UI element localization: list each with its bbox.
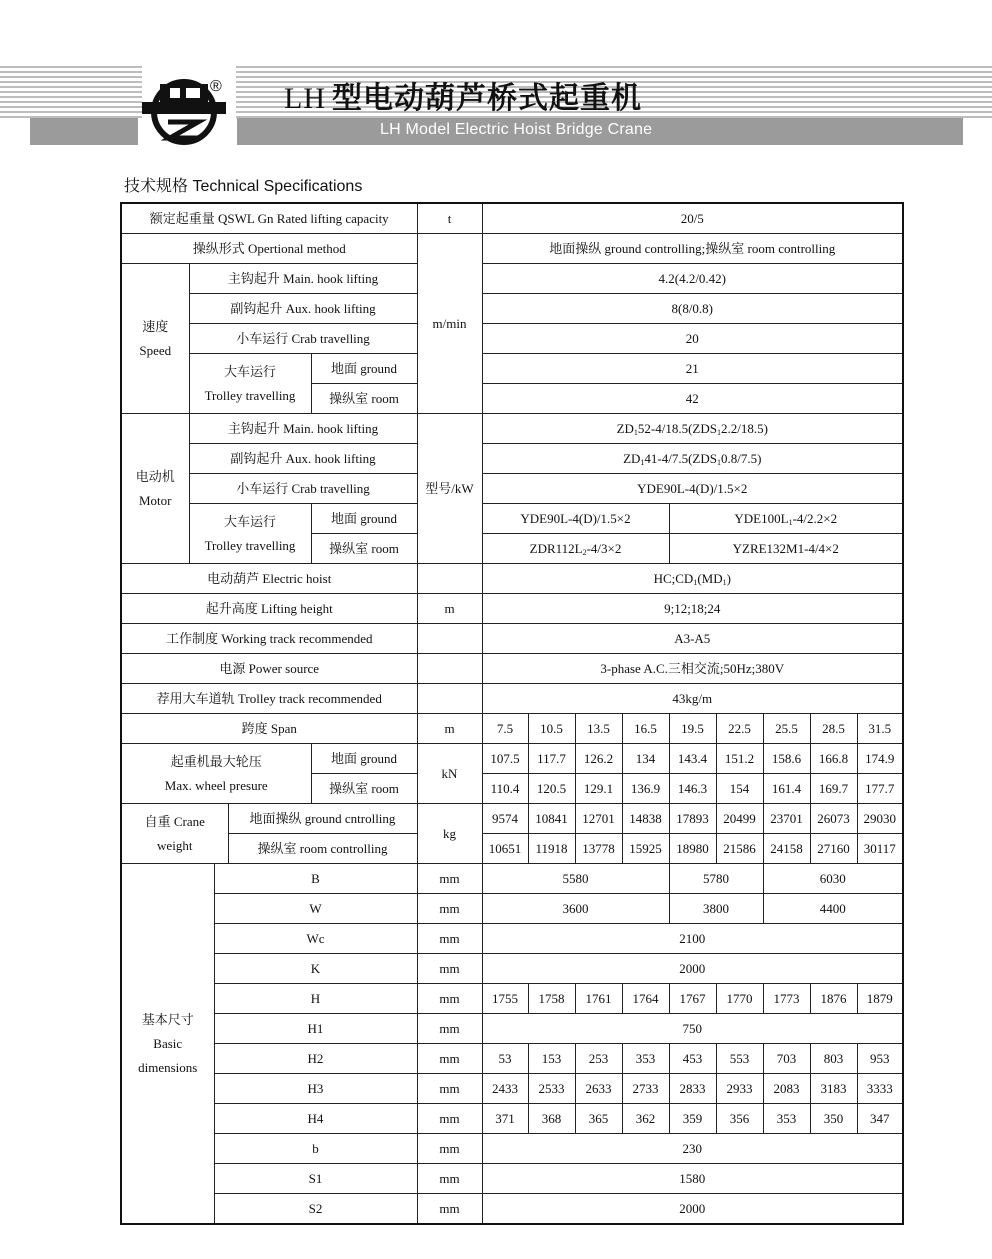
row-label: K [214, 954, 417, 984]
table-row [121, 1104, 903, 1134]
value-cell: $HC;CD_1(MD_1)$ [482, 564, 903, 594]
value-cell: 3333 [857, 1074, 903, 1104]
unit-cell: m [417, 594, 482, 624]
value-cell: 129.1 [575, 774, 622, 804]
unit-cell [417, 624, 482, 654]
row-label: Wc [214, 924, 417, 954]
row-label: 电源 Power source [121, 654, 417, 684]
value-cell: 43kg/m [482, 684, 903, 714]
value-cell: 143.4 [669, 744, 716, 774]
value-cell: 5580 [482, 864, 669, 894]
value-cell: 169.7 [810, 774, 857, 804]
value-cell: 134 [622, 744, 669, 774]
row-label: 工作制度 Working track recommended [121, 624, 417, 654]
value-cell: $ZD_152-4/18.5(ZDS_12.2/18.5)$ [482, 414, 903, 444]
value-cell: 27160 [810, 834, 857, 864]
trolley-label-cn: 大车运行 [223, 513, 276, 529]
table-row [121, 444, 903, 474]
row-label: 跨度 Span [121, 714, 417, 744]
table-row [121, 1194, 903, 1225]
value-cell: 117.7 [528, 744, 575, 774]
value-cell: 8(8/0.8) [482, 294, 903, 324]
unit-cell: mm [417, 1164, 482, 1194]
value-cell: 53 [482, 1044, 528, 1074]
value-cell: 10841 [528, 804, 575, 834]
row-label: 荐用大车道轨 Trolley track recommended [121, 684, 417, 714]
table-row [121, 264, 903, 294]
row-label: 地面 ground [311, 504, 417, 534]
value-cell: 368 [528, 1104, 575, 1134]
table-row [121, 684, 903, 714]
row-label: B [214, 864, 417, 894]
value-cell: 2833 [669, 1074, 716, 1104]
title-cn: 型电动葫芦桥式起重机 [332, 81, 642, 116]
table-row [121, 474, 903, 504]
value-cell: 359 [669, 1104, 716, 1134]
value-cell: 5780 [669, 864, 763, 894]
table-row [121, 624, 903, 654]
unit-cell: 型号/kW [417, 414, 482, 564]
value-cell: 30117 [857, 834, 903, 864]
value-cell: 1764 [622, 984, 669, 1014]
value-cell: 3183 [810, 1074, 857, 1104]
unit-cell: mm [417, 954, 482, 984]
value-cell: 3600 [482, 894, 669, 924]
value-cell: 2933 [716, 1074, 763, 1104]
span-cell: 10.5 [528, 714, 575, 744]
value-cell: 151.2 [716, 744, 763, 774]
unit-cell: mm [417, 1014, 482, 1044]
page-title [284, 73, 642, 117]
unit-cell: mm [417, 1074, 482, 1104]
row-label: 起升高度 Lifting height [121, 594, 417, 624]
value-cell: 1580 [482, 1164, 903, 1194]
trolley-label [189, 504, 311, 564]
weight-label-en: weight [157, 837, 193, 853]
value-cell: 2100 [482, 924, 903, 954]
trolley-label-en: Trolley travelling [204, 387, 296, 403]
value-cell: $ZD_141-4/7.5(ZDS_10.8/7.5)$ [482, 444, 903, 474]
row-label: 地面 ground [311, 744, 417, 774]
table-row [121, 1164, 903, 1194]
value-cell: 553 [716, 1044, 763, 1074]
unit-cell: m/min [417, 234, 482, 414]
group-label-en: Motor [139, 492, 172, 508]
value-cell: 1758 [528, 984, 575, 1014]
unit-cell [417, 564, 482, 594]
value-cell: 24158 [763, 834, 810, 864]
table-row [121, 1014, 903, 1044]
value-cell: 136.9 [622, 774, 669, 804]
value-cell: 353 [622, 1044, 669, 1074]
table-row [121, 324, 903, 354]
section-title: 技术规格 Technical Specifications [124, 178, 363, 195]
unit-cell: mm [417, 1044, 482, 1074]
row-label: 额定起重量 QSWL Gn Rated lifting capacity [121, 203, 417, 234]
unit-cell: kg [417, 804, 482, 864]
unit-cell: mm [417, 894, 482, 924]
value-cell: 18980 [669, 834, 716, 864]
registered-mark: ® [210, 78, 222, 95]
table-row [121, 954, 903, 984]
trolley-label-en: Trolley travelling [204, 537, 296, 553]
table-row [121, 894, 903, 924]
row-label: 操纵室 room [311, 534, 417, 564]
table-row [121, 1074, 903, 1104]
value-cell: 750 [482, 1014, 903, 1044]
value-cell: $ZDR112L_2-4/3\times 2$ [482, 534, 669, 564]
value-cell: 2633 [575, 1074, 622, 1104]
group-label-speed [121, 264, 189, 414]
span-cell: 22.5 [716, 714, 763, 744]
value-cell: 23701 [763, 804, 810, 834]
span-cell: 19.5 [669, 714, 716, 744]
row-label: 主钩起升 Main. hook lifting [189, 264, 417, 294]
group-label-motor [121, 414, 189, 564]
row-label: W [214, 894, 417, 924]
group-label-cn: 电动机 [135, 468, 175, 484]
header-bar-left [30, 118, 138, 145]
title-prefix: LH [284, 82, 326, 115]
value-cell: 17893 [669, 804, 716, 834]
value-cell: 230 [482, 1134, 903, 1164]
value-cell: 158.6 [763, 744, 810, 774]
table-row [121, 354, 903, 384]
value-cell: 1770 [716, 984, 763, 1014]
value-cell: 177.7 [857, 774, 903, 804]
value-cell: 29030 [857, 804, 903, 834]
unit-cell: kN [417, 744, 482, 804]
unit-cell: mm [417, 864, 482, 894]
value-cell: 703 [763, 1044, 810, 1074]
span-cell: 16.5 [622, 714, 669, 744]
value-cell: 2083 [763, 1074, 810, 1104]
row-label: H [214, 984, 417, 1014]
row-label: 副钩起升 Aux. hook lifting [189, 444, 417, 474]
value-cell: 365 [575, 1104, 622, 1134]
unit-cell: m [417, 714, 482, 744]
group-label-cn: 速度 [142, 318, 169, 334]
value-cell: 2000 [482, 1194, 903, 1225]
value-cell: 2533 [528, 1074, 575, 1104]
value-cell: 12701 [575, 804, 622, 834]
value-cell: 1761 [575, 984, 622, 1014]
row-label: H4 [214, 1104, 417, 1134]
table-row [121, 564, 903, 594]
value-cell: 2433 [482, 1074, 528, 1104]
value-cell: 15925 [622, 834, 669, 864]
row-label: 小车运行 Crab travelling [189, 474, 417, 504]
row-label: H2 [214, 1044, 417, 1074]
value-cell: 3800 [669, 894, 763, 924]
value-cell: 26073 [810, 804, 857, 834]
value-cell: 2000 [482, 954, 903, 984]
row-label: 主钩起升 Main. hook lifting [189, 414, 417, 444]
span-cell: 31.5 [857, 714, 903, 744]
unit-cell: mm [417, 984, 482, 1014]
value-cell: 地面操纵 ground controlling;操纵室 room controlling [482, 234, 903, 264]
unit-cell: mm [417, 1104, 482, 1134]
value-cell: 107.5 [482, 744, 528, 774]
value-cell: 120.5 [528, 774, 575, 804]
row-label: b [214, 1134, 417, 1164]
value-cell: 347 [857, 1104, 903, 1134]
value-cell: 803 [810, 1044, 857, 1074]
table-row [121, 1134, 903, 1164]
value-cell: 110.4 [482, 774, 528, 804]
value-cell: 154 [716, 774, 763, 804]
value-cell: 6030 [763, 864, 903, 894]
group-label-dimensions: 基本尺寸 Basic dimensions [121, 864, 214, 1225]
row-label: 地面操纵 ground cntrolling [228, 804, 417, 834]
weight-label-cn: 自重 Crane [144, 813, 205, 829]
table-row [121, 714, 903, 744]
spec-table [120, 202, 904, 1225]
value-cell: 21 [482, 354, 903, 384]
table-row [121, 1044, 903, 1074]
row-label: 副钩起升 Aux. hook lifting [189, 294, 417, 324]
unit-cell: t [417, 203, 482, 234]
value-cell: 4400 [763, 894, 903, 924]
value-cell: 9;12;18;24 [482, 594, 903, 624]
table-row [121, 654, 903, 684]
value-cell: 42 [482, 384, 903, 414]
unit-cell [417, 654, 482, 684]
value-cell: 21586 [716, 834, 763, 864]
row-label: 操纵室 room [311, 774, 417, 804]
table-row [121, 504, 903, 534]
row-label: 电动葫芦 Electric hoist [121, 564, 417, 594]
row-label: S1 [214, 1164, 417, 1194]
value-cell: 9574 [482, 804, 528, 834]
row-label: H1 [214, 1014, 417, 1044]
value-cell: 1755 [482, 984, 528, 1014]
row-label: S2 [214, 1194, 417, 1225]
value-cell: 4.2(4.2/0.42) [482, 264, 903, 294]
table-row [121, 864, 903, 894]
value-cell: 371 [482, 1104, 528, 1134]
trolley-label [189, 354, 311, 414]
value-cell: 166.8 [810, 744, 857, 774]
table-row [121, 414, 903, 444]
table-row [121, 203, 903, 234]
value-cell: A3-A5 [482, 624, 903, 654]
value-cell: 20 [482, 324, 903, 354]
table-row [121, 984, 903, 1014]
value-cell: 3-phase A.C.三相交流;50Hz;380V [482, 654, 903, 684]
wheel-pressure-label-cn: 起重机最大轮压 [170, 753, 262, 769]
unit-cell: mm [417, 1134, 482, 1164]
unit-cell [417, 684, 482, 714]
value-cell: YDE90L-4(D)/1.5×2 [482, 504, 669, 534]
span-cell: 25.5 [763, 714, 810, 744]
table-row [121, 804, 903, 834]
table-row [121, 924, 903, 954]
table-row [121, 234, 903, 264]
value-cell: 14838 [622, 804, 669, 834]
table-row [121, 744, 903, 774]
span-cell: 13.5 [575, 714, 622, 744]
span-cell: 7.5 [482, 714, 528, 744]
unit-cell: mm [417, 1194, 482, 1225]
page-subtitle: LH Model Electric Hoist Bridge Crane [380, 121, 653, 138]
value-cell: 1876 [810, 984, 857, 1014]
weight-label [121, 804, 228, 864]
value-cell: 1879 [857, 984, 903, 1014]
table-row [121, 834, 903, 864]
value-cell: 20/5 [482, 203, 903, 234]
value-cell: 253 [575, 1044, 622, 1074]
value-cell: 1767 [669, 984, 716, 1014]
value-cell: 453 [669, 1044, 716, 1074]
value-cell: $YDE100L_1-4/2.2\times 2$ [669, 504, 903, 534]
row-label: 操纵室 room controlling [228, 834, 417, 864]
value-cell: 353 [763, 1104, 810, 1134]
group-label-en: Speed [139, 342, 172, 358]
value-cell: YDE90L-4(D)/1.5×2 [482, 474, 903, 504]
value-cell: 146.3 [669, 774, 716, 804]
value-cell: 2733 [622, 1074, 669, 1104]
row-label: 操纵形式 Opertional method [121, 234, 417, 264]
row-label: H3 [214, 1074, 417, 1104]
row-label: 地面 ground [311, 354, 417, 384]
value-cell: YZRE132M1-4/4×2 [669, 534, 903, 564]
value-cell: 11918 [528, 834, 575, 864]
value-cell: 362 [622, 1104, 669, 1134]
table-row [121, 294, 903, 324]
value-cell: 356 [716, 1104, 763, 1134]
row-label: 小车运行 Crab travelling [189, 324, 417, 354]
value-cell: 13778 [575, 834, 622, 864]
value-cell: 153 [528, 1044, 575, 1074]
value-cell: 20499 [716, 804, 763, 834]
wheel-pressure-label-en: Max. wheel presure [164, 777, 268, 793]
wheel-pressure-label [121, 744, 311, 804]
value-cell: 126.2 [575, 744, 622, 774]
span-cell: 28.5 [810, 714, 857, 744]
row-label: 操纵室 room [311, 384, 417, 414]
value-cell: 174.9 [857, 744, 903, 774]
unit-cell: mm [417, 924, 482, 954]
value-cell: 161.4 [763, 774, 810, 804]
value-cell: 953 [857, 1044, 903, 1074]
value-cell: 350 [810, 1104, 857, 1134]
table-row [121, 594, 903, 624]
value-cell: 10651 [482, 834, 528, 864]
trolley-label-cn: 大车运行 [223, 363, 276, 379]
value-cell: 1773 [763, 984, 810, 1014]
